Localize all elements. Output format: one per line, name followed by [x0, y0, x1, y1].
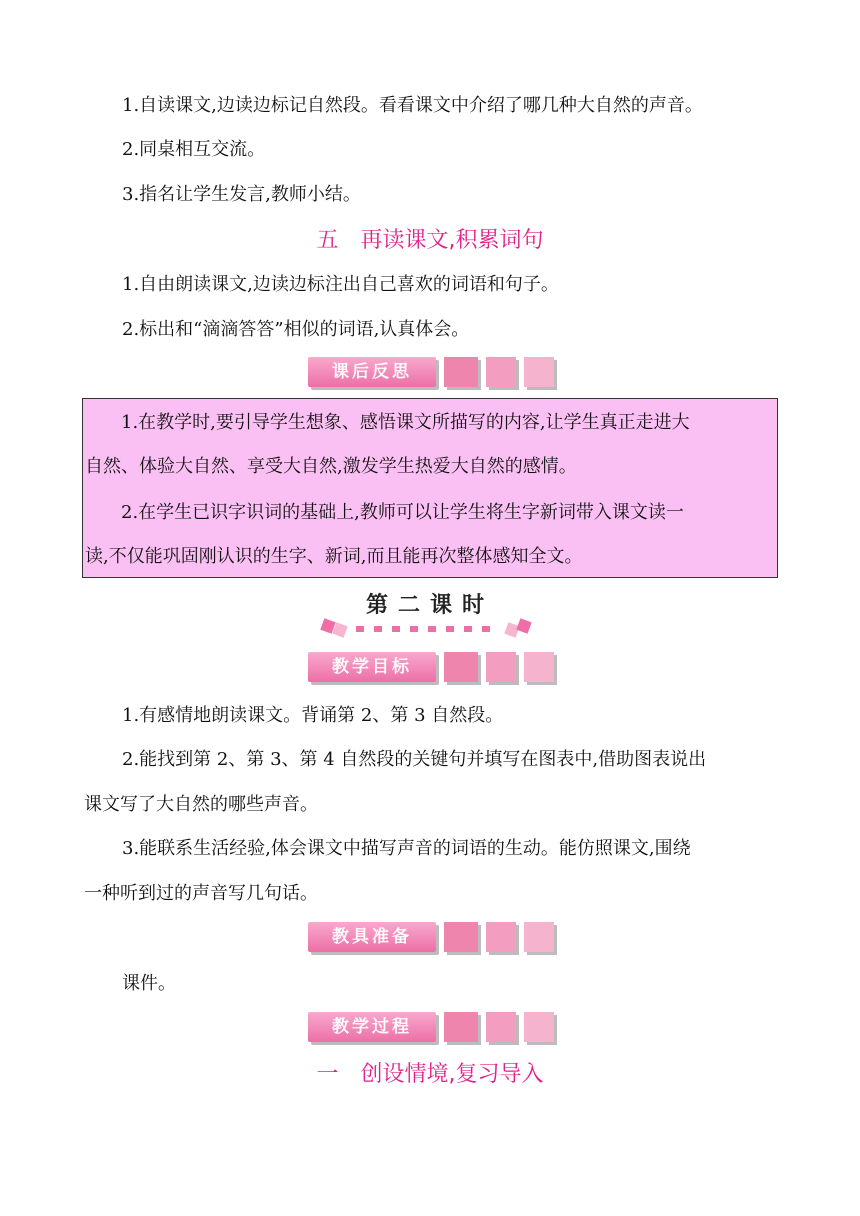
goal-item: 3.能联系生活经验,体会课文中描写声音的词语的生动。能仿照课文,围绕 [122, 838, 691, 859]
lesson-title: 第二课时 [365, 593, 494, 618]
reflection-text: 自然、体验大自然、享受大自然,激发学生热爱大自然的感情。 [85, 456, 577, 477]
banner-decoration [486, 1012, 516, 1042]
banner-decoration [486, 652, 516, 682]
section-heading [0, 1060, 860, 1090]
banner-decoration [444, 1012, 478, 1042]
list-item: 1.自读课文,边读边标记自然段。看看课文中介绍了哪几种大自然的声音。 [122, 95, 703, 116]
banner-label: 教具准备 [308, 922, 436, 952]
reflection-text: 1.在教学时,要引导学生想象、感悟课文所描写的内容,让学生真正走进大 [121, 412, 690, 433]
banner-decoration [524, 922, 554, 952]
list-item: 2.标出和“滴滴答答”相似的词语,认真体会。 [122, 319, 470, 340]
reflection-text: 2.在学生已识字识词的基础上,教师可以让学生将生字新词带入课文读一 [121, 502, 684, 523]
list-item: 3.指名让学生发言,教师小结。 [122, 184, 361, 205]
section-heading [0, 226, 860, 256]
section-title: 再读课文,积累词句 [360, 228, 544, 253]
reflection-text: 读,不仅能巩固刚认识的生字、新词,而且能再次整体感知全文。 [85, 546, 583, 567]
banner-decoration [444, 357, 478, 387]
banner-decoration [524, 652, 554, 682]
list-item: 2.同桌相互交流。 [122, 139, 266, 160]
banner-decoration [444, 922, 478, 952]
banner-decoration [486, 357, 516, 387]
banner-decoration [486, 922, 516, 952]
list-item: 1.自由朗读课文,边读边标注出自己喜欢的词语和句子。 [122, 274, 559, 295]
goal-item: 课文写了大自然的哪些声音。 [84, 794, 318, 815]
banner-label: 教学过程 [308, 1012, 436, 1042]
section-number: 五 [316, 228, 339, 253]
section-title: 创设情境,复习导入 [360, 1062, 544, 1087]
tools-text: 课件。 [122, 973, 176, 994]
banner-label: 课后反思 [308, 357, 436, 387]
banner-decoration [524, 1012, 554, 1042]
banner-decoration [524, 357, 554, 387]
goal-item: 2.能找到第 2、第 3、第 4 自然段的关键句并填写在图表中,借助图表说出 [122, 749, 707, 770]
banner-decoration [444, 652, 478, 682]
reflection-box [82, 398, 778, 578]
banner-label: 教学目标 [308, 652, 436, 682]
goal-item: 一种听到过的声音写几句话。 [84, 883, 318, 904]
section-number: 一 [316, 1062, 339, 1087]
title-decoration [318, 620, 534, 638]
goal-item: 1.有感情地朗读课文。背诵第 2、第 3 自然段。 [122, 705, 504, 726]
